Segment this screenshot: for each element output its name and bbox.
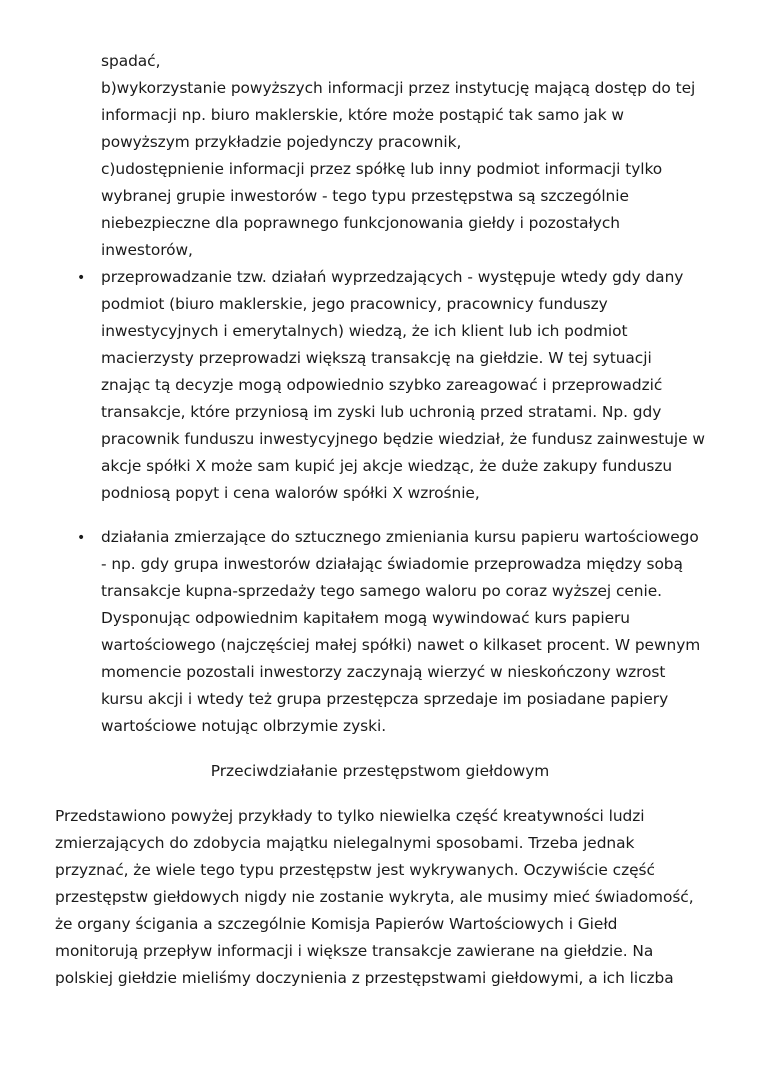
text-line: momencie pozostali inwestorzy zaczynają wierzyć w nieskończony wzrost	[101, 663, 666, 681]
text-line: przeprowadzanie tzw. działań wyprzedzających - występuje wtedy gdy dany	[101, 268, 684, 286]
text-line: że organy ścigania a szczególnie Komisja Papierów Wartościowych i Giełd	[55, 915, 618, 933]
text-line: transakcje, które przyniosą im zyski lub uchronią przed stratami. Np. gdy	[101, 403, 662, 421]
section-heading: Przeciwdziałanie przestępstwom giełdowym	[210, 762, 550, 780]
text-line: powyższym przykładzie pojedynczy pracownik,	[101, 133, 462, 151]
text-line: b)wykorzystanie powyższych informacji przez instytucję mającą dostęp do tej	[101, 79, 696, 97]
bullet-marker-icon: •	[77, 530, 86, 546]
text-line: zmierzających do zdobycia majątku nielegalnymi sposobami. Trzeba jednak	[55, 834, 635, 852]
text-line: inwestorów,	[101, 241, 193, 259]
text-line: macierzysty przeprowadzi większą transakcję na giełdzie. W tej sytuacji	[101, 349, 652, 367]
text-line: działania zmierzające do sztucznego zmieniania kursu papieru wartościowego	[101, 528, 699, 546]
text-line: podmiot (biuro maklerskie, jego pracownicy, pracownicy funduszy	[101, 295, 608, 313]
text-line: inwestycyjnych i emerytalnych) wiedzą, że ich klient lub ich podmiot	[101, 322, 628, 340]
text-line: wybranej grupie inwestorów - tego typu przestępstwa są szczególnie	[101, 187, 629, 205]
text-line: znając tą decyzje mogą odpowiednio szybko zareagować i przeprowadzić	[101, 376, 663, 394]
text-line: monitorują przepływ informacji i większe transakcje zawierane na giełdzie. Na	[55, 942, 654, 960]
text-line: polskiej giełdzie mieliśmy doczynienia z przestępstwami giełdowymi, a ich liczba	[55, 969, 674, 987]
text-line: przyznać, że wiele tego typu przestępstw jest wykrywanych. Oczywiście część	[55, 861, 655, 879]
text-line: c)udostępnienie informacji przez spółkę lub inny podmiot informacji tylko	[101, 160, 663, 178]
text-line: transakcje kupna-sprzedaży tego samego waloru po coraz wyższej cenie.	[101, 582, 662, 600]
bullet-marker-icon: •	[77, 270, 86, 286]
text-line: - np. gdy grupa inwestorów działając świadomie przeprowadza między sobą	[101, 555, 683, 573]
text-line: Przedstawiono powyżej przykłady to tylko niewielka część kreatywności ludzi	[55, 807, 645, 825]
text-line: pracownik funduszu inwestycyjnego będzie wiedział, że fundusz zainwestuje w	[101, 430, 705, 448]
text-line: kursu akcji i wtedy też grupa przestępcza sprzedaje im posiadane papiery	[101, 690, 669, 708]
text-line: wartościowego (najczęściej małej spółki) nawet o kilkaset procent. W pewnym	[101, 636, 701, 654]
text-line: akcje spółki X może sam kupić jej akcje wiedząc, że duże zakupy funduszu	[101, 457, 673, 475]
text-line: niebezpieczne dla poprawnego funkcjonowania giełdy i pozostałych	[101, 214, 620, 232]
text-line: Dysponując odpowiednim kapitałem mogą wywindować kurs papieru	[101, 609, 630, 627]
text-line: podniosą popyt i cena walorów spółki X wzrośnie,	[101, 484, 480, 502]
text-line: informacji np. biuro maklerskie, które może postąpić tak samo jak w	[101, 106, 624, 124]
text-line: spadać,	[101, 52, 161, 70]
text-line: przestępstw giełdowych nigdy nie zostanie wykryta, ale musimy mieć świadomość,	[55, 888, 694, 906]
text-line: wartościowe notując olbrzymie zyski.	[101, 717, 387, 735]
